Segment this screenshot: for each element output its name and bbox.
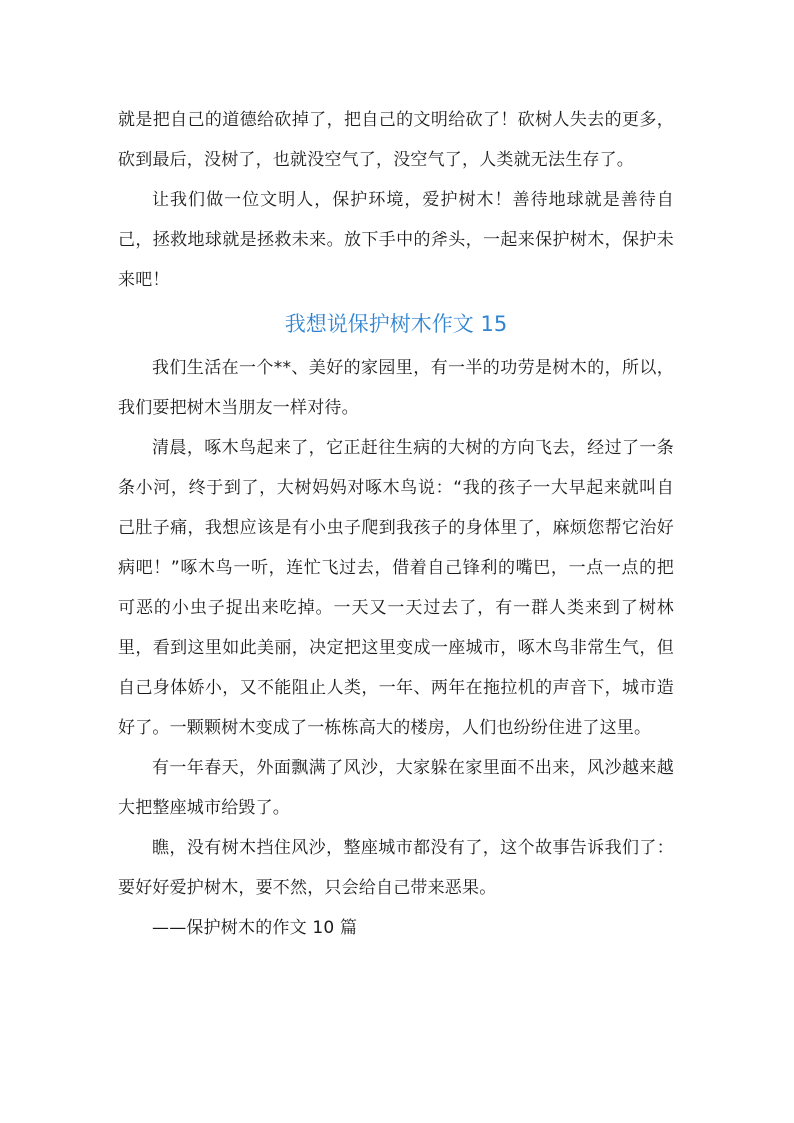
paragraph-1: 就是把自己的道德给砍掉了，把自己的文明给砍了！砍树人失去的更多，砍到最后，没树了，也就没空气了，没空气了，人类就无法生存了。 <box>118 110 674 170</box>
closing-line: ——保护树木的作文 10 篇 <box>152 918 358 938</box>
paragraph-6: 瞧，没有树木挡住风沙，整座城市都没有了，这个故事告诉我们了：要好好爱护树木，要不然，只会给自己带来恶果。 <box>118 838 674 898</box>
paragraph-5: 有一年春天，外面飘满了风沙，大家躲在家里面不出来，风沙越来越大把整座城市给毁了。 <box>118 758 674 818</box>
paragraph-3: 我们生活在一个**、美好的家园里，有一半的功劳是树木的，所以，我们要把树木当朋友一样对待。 <box>118 358 674 418</box>
section-heading: 我想说保护树木作文 15 <box>284 312 508 336</box>
paragraph-4: 清晨，啄木鸟起来了，它正赶往生病的大树的方向飞去，经过了一条条小河，终于到了，大树妈妈对啄木鸟说：“我的孩子一大早起来就叫自己肚子痛，我想应该是有小虫子爬到我孩子的身体里了，麻烦您帮它治好病吧！”啄木鸟一听，连忙飞过去，借着自己锋利的嘴巴，一点一点的把可恶的小虫子捉出来吃掉。一天又一天过去了，有一群人类来到了树林里，看到这里如此美丽，决定把这里变成一座城市，啄木鸟非常生气，但自己身体娇小，又不能阻止人类，一年、两年在拖拉机的声音下，城市造好了。一颗颗树木变成了一栋栋高大的楼房，人们也纷纷住进了这里。 <box>118 438 674 738</box>
paragraph-2: 让我们做一位文明人，保护环境，爱护树木！善待地球就是善待自己，拯救地球就是拯救未来。放下手中的斧头，一起来保护树木，保护未来吧！ <box>118 190 674 290</box>
document-page <box>118 100 674 948</box>
